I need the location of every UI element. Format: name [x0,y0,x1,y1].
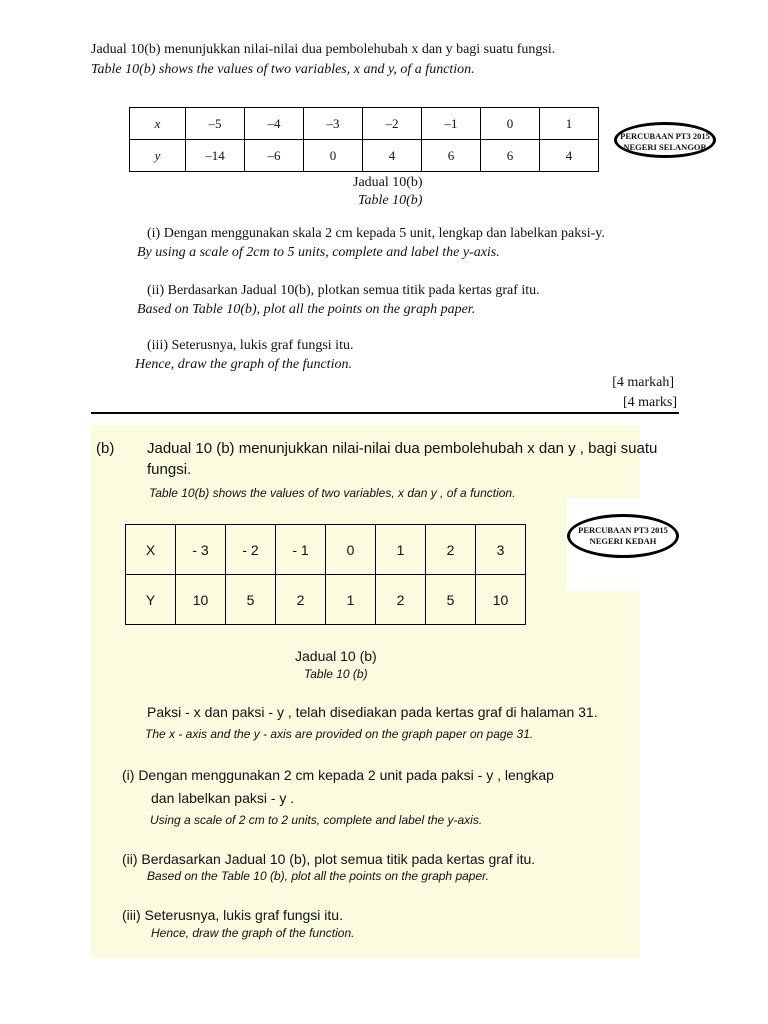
question-i-english: By using a scale of 2cm to 5 units, complete and label the y-axis. [137,245,500,260]
table-cell: 5 [226,575,276,625]
table-cell: 5 [426,575,476,625]
table-cell: 6 [481,140,540,172]
table-row-x [126,525,526,575]
intro-malay-line1: Jadual 10 (b) menunjukkan nilai-nilai dua pembolehubah x dan y , bagi suatu [147,440,658,457]
intro-malay-line2: fungsi. [147,461,192,478]
stamp-line: PERCUBAAN PT3 2015 [578,525,668,535]
table-cell: 6 [422,140,481,172]
stamp-line: NEGERI KEDAH [589,536,657,546]
question-iii-malay: (iii) Seterusnya, lukis graf fungsi itu. [122,907,343,923]
values-table-kedah [125,524,526,625]
table-cell: 0 [481,108,540,140]
table-cell: –6 [245,140,304,172]
table-cell: 1 [326,575,376,625]
axes-note-english: The x - axis and the y - axis are provided on the graph paper on page 31. [145,727,534,741]
part-label: (b) [96,440,115,457]
question-i-malay-line1: (i) Dengan menggunakan 2 cm kepada 2 unit pada paksi - y , lengkap [122,767,554,783]
table-cell: –14 [186,140,245,172]
table-cell: –4 [245,108,304,140]
question-iii-english: Hence, draw the graph of the function. [135,357,352,372]
question-i-malay-line2: dan labelkan paksi - y . [151,790,295,806]
values-table-selangor [129,107,599,172]
question-ii-malay: (ii) Berdasarkan Jadual 10(b), plotkan semua titik pada kertas graf itu. [147,283,540,298]
table-caption-english: Table 10 (b) [304,667,368,681]
table-cell: –5 [186,108,245,140]
table-cell: 1 [540,108,599,140]
stamp-line: PERCUBAAN PT3 2015 [620,131,710,141]
table-caption-malay: Jadual 10 (b) [295,648,377,664]
table-cell: - 1 [276,525,326,575]
table-cell: 1 [376,525,426,575]
table-caption-malay: Jadual 10(b) [353,175,423,190]
table-cell: 10 [176,575,226,625]
question-iii-malay: (iii) Seterusnya, lukis graf fungsi itu. [147,338,354,353]
marks-malay: [4 markah] [612,375,674,390]
table-cell: 0 [326,525,376,575]
question-ii-malay: (ii) Berdasarkan Jadual 10 (b), plot semua titik pada kertas graf itu. [122,851,536,867]
intro-english: Table 10(b) shows the values of two variables, x dan y , of a function. [149,486,516,500]
table-cell: 3 [476,525,526,575]
source-stamp-selangor [614,122,716,158]
marks-english: [4 marks] [622,395,677,410]
table-row-x [130,108,599,140]
table-row-y [130,140,599,172]
section-divider [91,412,679,414]
question-i-malay: (i) Dengan menggunakan skala 2 cm kepada 5 unit, lengkap dan labelkan paksi-y. [147,226,605,241]
source-stamp-kedah [567,514,679,558]
table-row-y [126,575,526,625]
table-cell: 0 [304,140,363,172]
table-cell: 10 [476,575,526,625]
intro-malay: Jadual 10(b) menunjukkan nilai-nilai dua pembolehubah x dan y bagi suatu fungsi. [91,42,556,57]
table-cell: –2 [363,108,422,140]
table-cell: –1 [422,108,481,140]
table-cell: x [130,108,186,140]
table-caption-english: Table 10(b) [358,193,423,208]
question-iii-english: Hence, draw the graph of the function. [151,926,355,940]
table-cell: y [130,140,186,172]
table-cell: 2 [276,575,326,625]
table-cell: 2 [426,525,476,575]
table-cell: X [126,525,176,575]
table-cell: 4 [363,140,422,172]
table-cell: - 2 [226,525,276,575]
table-cell: Y [126,575,176,625]
table-cell: –3 [304,108,363,140]
stamp-line: NEGERI SELANGOR [623,142,707,152]
axes-note-malay: Paksi - x dan paksi - y , telah disediakan pada kertas graf di halaman 31. [147,704,598,720]
intro-english: Table 10(b) shows the values of two variables, x and y, of a function. [91,62,475,77]
table-cell: - 3 [176,525,226,575]
question-i-english: Using a scale of 2 cm to 2 units, complete and label the y-axis. [150,813,483,827]
table-cell: 2 [376,575,426,625]
table-cell: 4 [540,140,599,172]
question-ii-english: Based on the Table 10 (b), plot all the points on the graph paper. [147,869,490,883]
question-ii-english: Based on Table 10(b), plot all the points on the graph paper. [137,302,476,317]
